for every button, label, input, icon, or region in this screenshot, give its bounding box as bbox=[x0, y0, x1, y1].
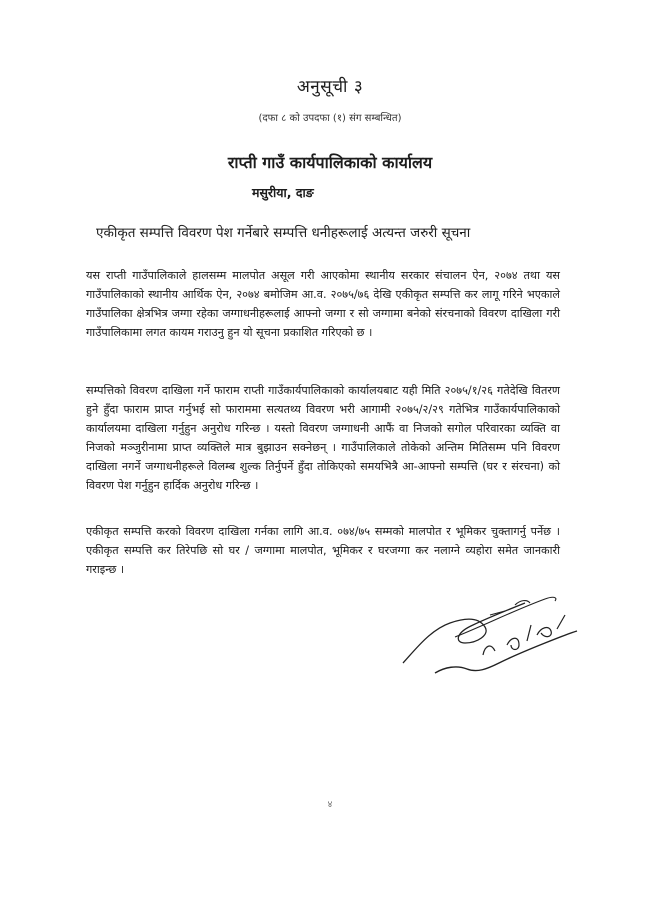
page-number: ४ bbox=[327, 800, 333, 810]
paragraph-3: एकीकृत सम्पत्ति करको विवरण दाखिला गर्नका लागि आ.व. ०७४/७५ सम्मको मालपोत र भूमिकर चुक्तागर्नु पर्नेछ । एकीकृत सम्पत्ति कर तिरेपछि सो घर / जग्गामा मालपोत, भूमिकर र घरजग्गा कर नलाग्ने व्यहोरा समेत जानकारी गराइन्छ । bbox=[86, 525, 560, 576]
office-name: राप्ती गाउँ कार्यपालिकाको कार्यालय bbox=[227, 153, 433, 172]
notice-heading: एकीकृत सम्पत्ति विवरण पेश गर्नेबारे सम्पत्ति धनीहरूलाई अत्यन्त जरुरी सूचना bbox=[96, 225, 471, 241]
document-title: अनुसूची ३ bbox=[296, 77, 364, 97]
paragraph-1: यस राप्ती गाउँपालिकाले हालसम्म मालपोत असूल गरी आएकोमा स्थानीय सरकार संचालन ऐन, २०७४ तथा यस गाउँपालिकाको स्थानीय आर्थिक ऐन, २०७४ बमोजिम आ.व. २०७५/७६ देखि एकीकृत सम्पत्ति कर लागू गरिने भएकाले गाउँपालिका क्षेत्रभित्र जग्गा रहेका जग्गाधनीहरूलाई आफ्नो जग्गा र सो जग्गामा बनेको संरचनाको विवरण दाखिला गरी गाउँपालिकामा लगत कायम गराउनु हुन यो सूचना प्रकाशित गरिएको छ । bbox=[86, 269, 560, 339]
paragraph-2: सम्पत्तिको विवरण दाखिला गर्ने फाराम राप्ती गाउँकार्यपालिकाको कार्यालयबाट यही मिति २०७५/१/२६ गतेदेखि वितरण हुने हुँदा फाराम प्राप्त गर्नुभई सो फाराममा सत्यतथ्य विवरण भरी आगामी २०७५/२/२९ गतेभित्र गाउँकार्यपालिकाको कार्यालयमा दाखिला गर्नुहुन अनुरोध गरिन्छ । यस्तो विवरण जग्गाधनी आफैं वा निजको सगोल परिवारका व्यक्ति वा निजको मञ्जुरीनामा प्राप्त व्यक्तिले मात्र बुझाउन सक्नेछन् । गाउँपालिकाले तोकेको अन्तिम मितिसम्म पनि विवरण दाखिला नगर्ने जग्गाधनीहरूले विलम्ब शुल्क तिर्नुपर्ने हुँदा तोकिएको समयभित्रै आ-आफ्नो सम्पत्ति (घर र संरचना) को विवरण पेश गर्नुहुन हार्दिक अनुरोध गरिन्छ । bbox=[86, 384, 560, 492]
signature-graphic bbox=[395, 585, 585, 685]
document-subtitle: (दफा ८ को उपदफा (१) संग सम्बन्धित) bbox=[258, 113, 402, 124]
office-address: मसुरीया, दाङ bbox=[252, 185, 314, 200]
handwritten-signature bbox=[395, 585, 585, 685]
